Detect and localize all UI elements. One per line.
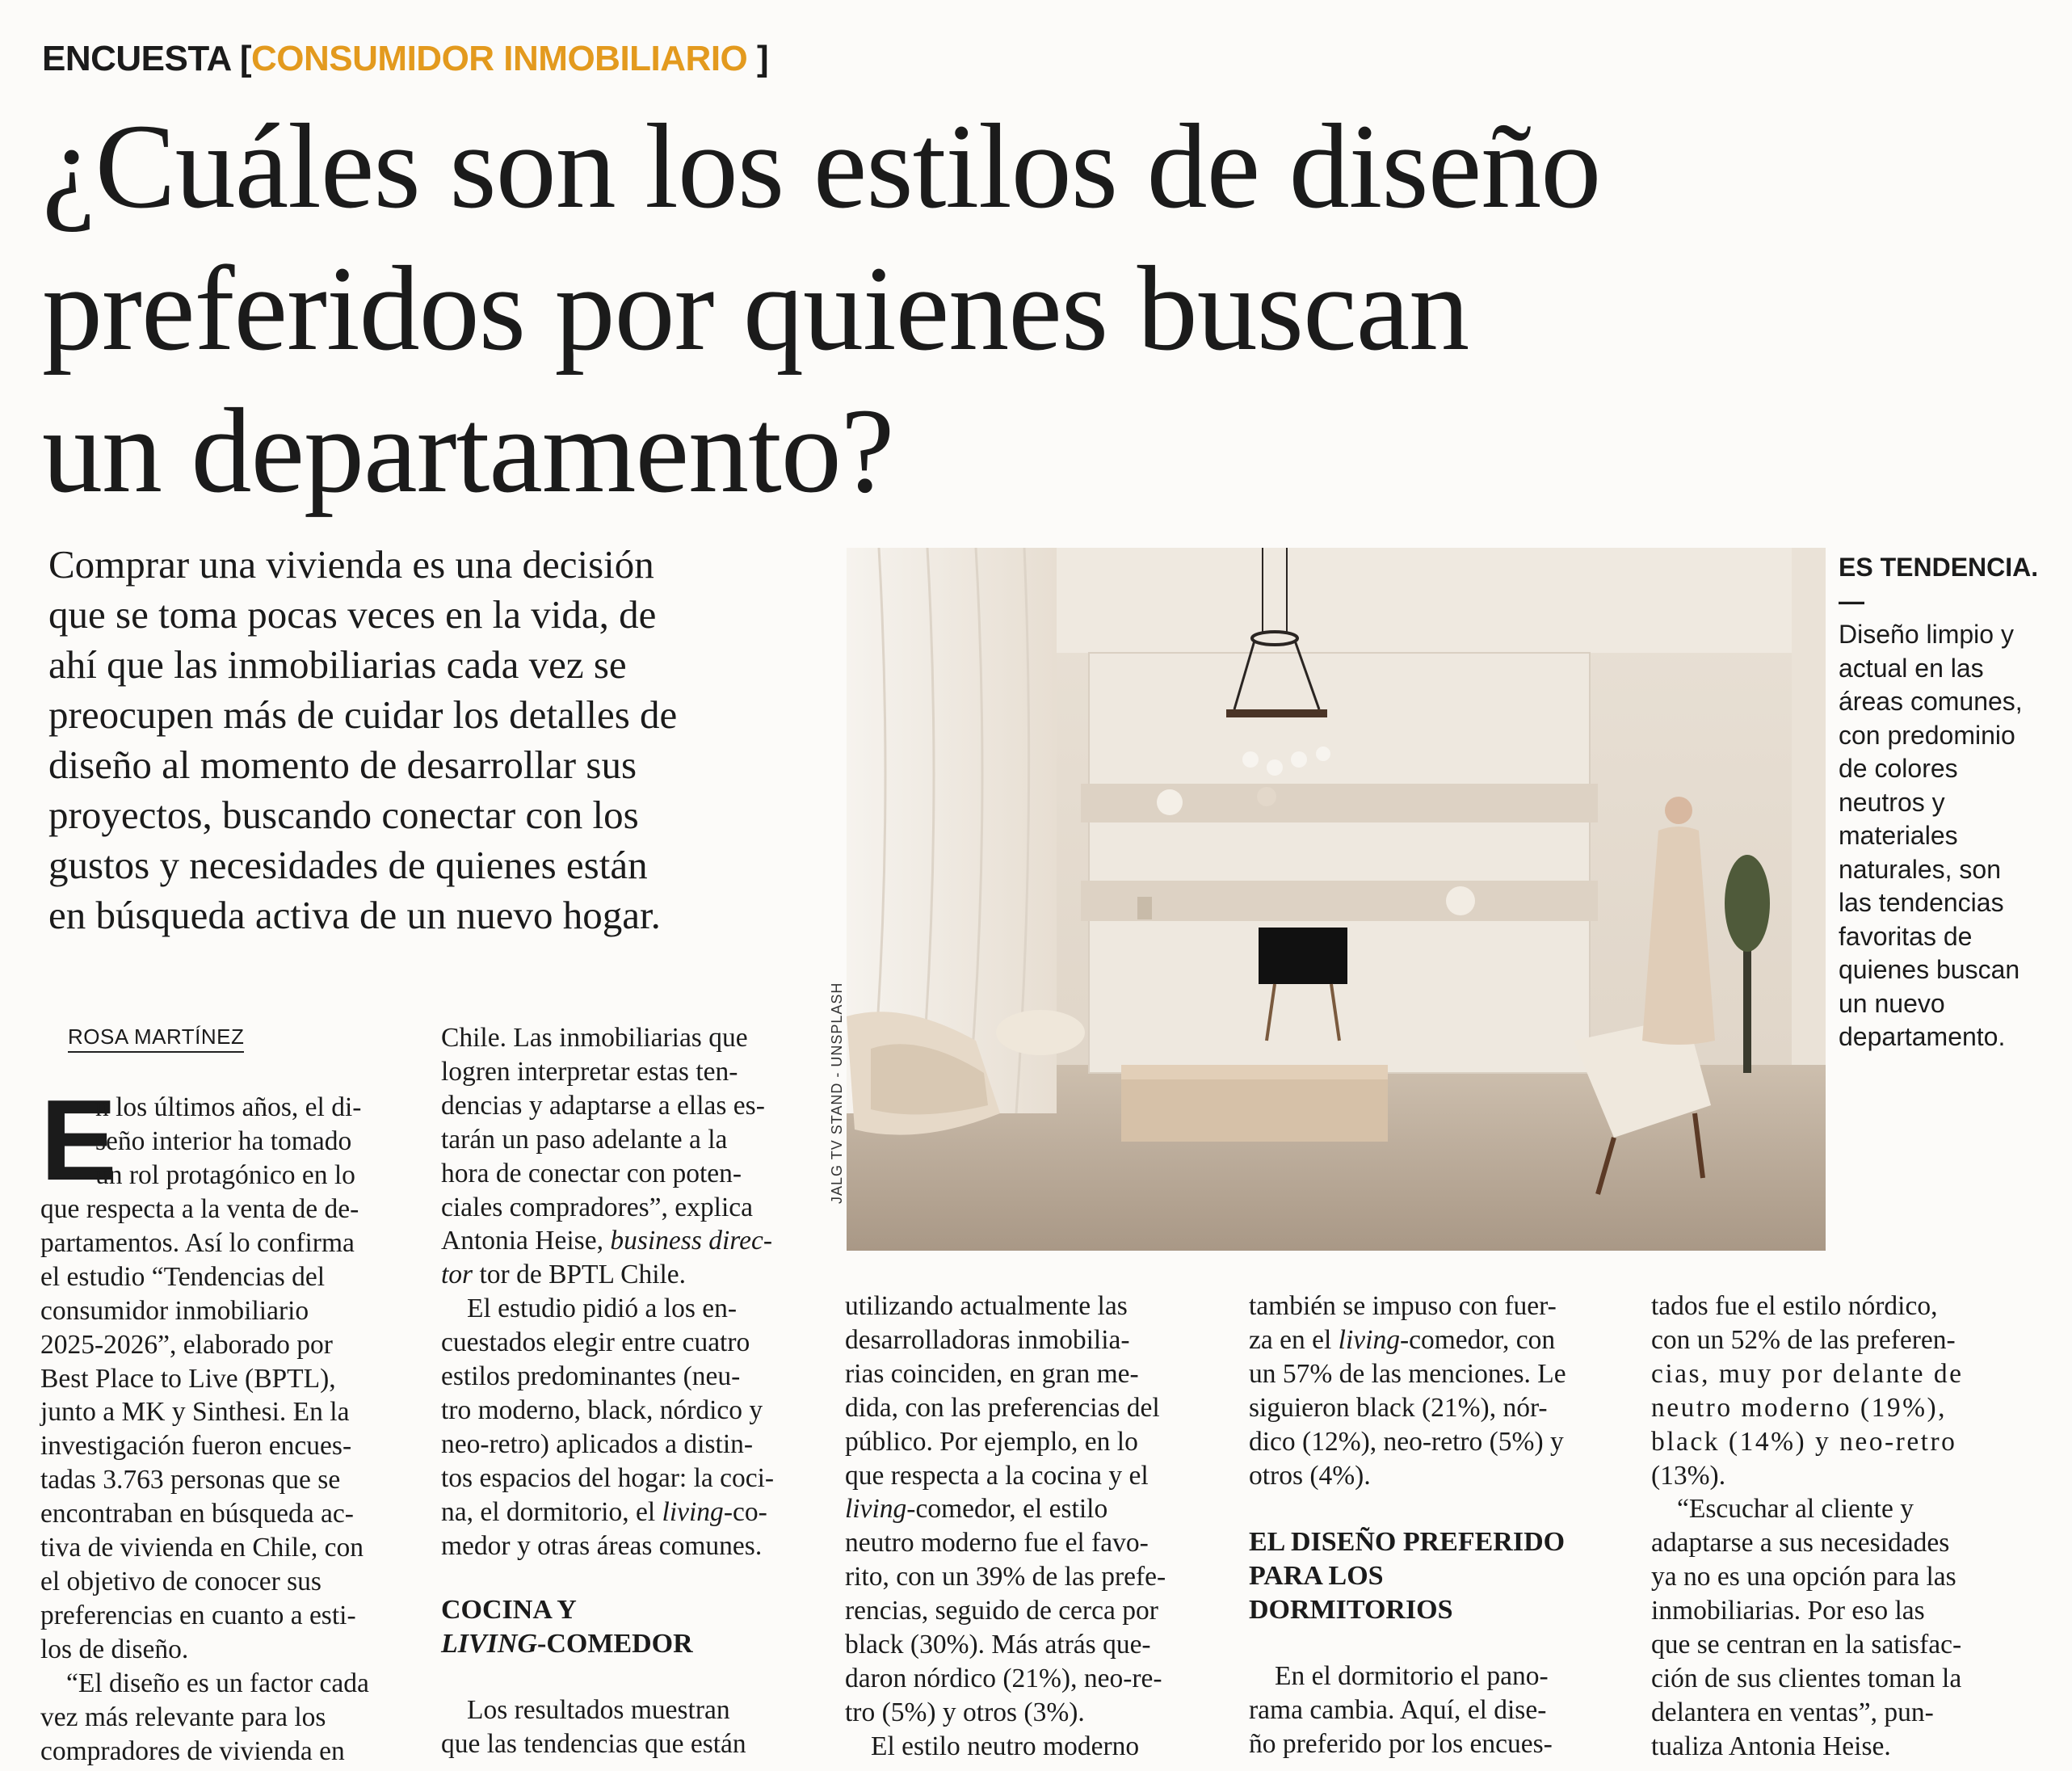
kicker-bracket-open: [ <box>239 39 252 78</box>
body-line: tarán un paso adelante a la <box>441 1124 728 1155</box>
body-line: hora de conectar con poten- <box>441 1158 742 1188</box>
body-line: adaptarse a sus necesidades <box>1651 1528 1950 1559</box>
body-line <box>441 1495 821 1529</box>
body-line: medor y otras áreas comunes. <box>441 1530 763 1561</box>
body-line: Chile. Las inmobiliarias que <box>441 1023 748 1053</box>
body-line: cuestados elegir entre cuatro <box>441 1327 750 1358</box>
body-line: neutro moderno (19%), <box>1651 1392 1948 1423</box>
body-line: público. Por ejemplo, en lo <box>845 1426 1138 1457</box>
body-line: black (14%) y neo-retro <box>1651 1426 1957 1457</box>
body-text: -co- <box>723 1496 767 1527</box>
body-line: cias, muy por delante de <box>1651 1358 1964 1389</box>
lead-line: diseño al momento de desarrollar sus <box>48 742 637 787</box>
body-line <box>441 1258 821 1292</box>
body-column-1a <box>95 1091 418 1193</box>
body-line: desarrolladoras inmobilia- <box>845 1324 1130 1355</box>
body-line: tro moderno, black, nórdico y <box>441 1395 763 1425</box>
body-line: también se impuso con fuer- <box>1249 1291 1557 1321</box>
body-line: estilos predominantes (neu- <box>441 1361 741 1392</box>
kicker-topic: CONSUMIDOR INMOBILIARIO <box>251 39 748 78</box>
body-line: vez más relevante para los <box>40 1702 326 1732</box>
body-line: El estudio pidió a los en- <box>467 1294 738 1324</box>
caption-line: actual en las <box>1839 653 1984 683</box>
body-line: tro (5%) y otros (3%). <box>845 1697 1085 1727</box>
body-line: daron nórdico (21%), neo-re- <box>845 1663 1162 1693</box>
subhead-line: PARA LOS <box>1249 1560 1384 1591</box>
body-line <box>441 1224 821 1258</box>
body-line: “Escuchar al cliente y <box>1677 1494 1914 1525</box>
lead-line: en búsqueda activa de un nuevo hogar. <box>48 893 661 937</box>
body-line: preferencias en cuanto a esti- <box>40 1600 356 1630</box>
body-column-1 <box>40 1193 420 1768</box>
lead-paragraph <box>48 540 824 940</box>
caption-line: neutros y <box>1839 787 1945 817</box>
body-line: “El diseño es un factor cada <box>66 1668 369 1698</box>
body-text: tor de BPTL Chile. <box>479 1260 687 1290</box>
body-line: Best Place to Live (BPTL), <box>40 1363 336 1394</box>
caption-line: con predominio <box>1839 720 2015 750</box>
body-line: dico (12%), neo-retro (5%) y <box>1249 1426 1564 1457</box>
body-line: rencias, seguido de cerca por <box>845 1596 1158 1626</box>
body-italic: business direc- <box>610 1226 772 1256</box>
body-text: za en el <box>1249 1324 1339 1355</box>
photo-credit: JALG TV STAND - UNSPLASH <box>829 982 845 1204</box>
body-line: neutro moderno fue el favo- <box>845 1528 1149 1559</box>
body-line: neo-retro) aplicados a distin- <box>441 1428 754 1459</box>
lead-line: proyectos, buscando conectar con los <box>48 793 639 837</box>
body-text: -comedor, con <box>1399 1324 1556 1355</box>
caption-line: las tendencias <box>1839 888 2004 917</box>
body-text: -comedor, el estilo <box>906 1494 1108 1525</box>
body-line: un 57% de las menciones. Le <box>1249 1358 1566 1389</box>
body-line: logren interpretar estas ten- <box>441 1056 738 1087</box>
caption-line: departamento. <box>1839 1022 2006 1051</box>
living-room-illustration <box>847 548 1826 1251</box>
headline <box>42 95 2029 522</box>
caption-line: naturales, son <box>1839 854 2002 884</box>
headline-line: preferidos por quienes buscan <box>42 242 1469 376</box>
photo-caption <box>1839 551 2049 1054</box>
caption-line: quienes buscan <box>1839 955 2020 984</box>
body-line: el objetivo de conocer sus <box>40 1566 322 1596</box>
body-line: seño interior ha tomado <box>95 1125 352 1156</box>
lead-line: Comprar una vivienda es una decisión <box>48 542 654 587</box>
subhead-line: DORMITORIOS <box>1249 1594 1453 1625</box>
body-line: que respecta a la cocina y el <box>845 1460 1149 1491</box>
body-line: tos espacios del hogar: la coci- <box>441 1462 775 1493</box>
body-line: (13%). <box>1651 1460 1726 1491</box>
headline-line: un departamento? <box>42 384 894 518</box>
body-line: que las tendencias que están <box>441 1728 746 1759</box>
body-italic: living <box>845 1494 907 1525</box>
caption-line: Diseño limpio y <box>1839 620 2014 649</box>
drop-cap: E <box>40 1076 117 1205</box>
body-line: ya no es una opción para las <box>1651 1562 1956 1592</box>
body-line: compradores de vivienda en <box>40 1735 345 1766</box>
body-line: otros (4%). <box>1249 1460 1371 1491</box>
body-line: utilizando actualmente las <box>845 1291 1128 1321</box>
body-line: black (30%). Más atrás que- <box>845 1630 1151 1660</box>
body-line: dida, con las preferencias del <box>845 1392 1160 1423</box>
body-line: el estudio “Tendencias del <box>40 1261 326 1292</box>
body-line: consumidor inmobiliario <box>40 1295 309 1326</box>
body-line: ción de sus clientes toman la <box>1651 1663 1962 1693</box>
body-line: los de diseño. <box>40 1634 189 1664</box>
headline-line: ¿Cuáles son los estilos de diseño <box>42 99 1601 233</box>
caption-line: de colores <box>1839 754 1958 783</box>
body-text: Antonia Heise, <box>441 1226 611 1256</box>
byline: ROSA MARTÍNEZ <box>68 1024 244 1053</box>
body-column-4 <box>1249 1289 1629 1492</box>
body-line: tiva de vivienda en Chile, con <box>40 1533 364 1563</box>
body-line: delantera en ventas”, pun- <box>1651 1697 1934 1727</box>
body-italic: tor <box>441 1260 473 1290</box>
body-text: na, el dormitorio, el <box>441 1496 662 1527</box>
body-line: un rol protagónico en lo <box>95 1159 355 1190</box>
caption-line: un nuevo <box>1839 988 1945 1018</box>
subhead-line: COCINA Y <box>441 1595 577 1625</box>
body-line: rito, con un 39% de las prefe- <box>845 1562 1166 1592</box>
caption-line: áreas comunes, <box>1839 687 2023 716</box>
body-line: investigación fueron encues- <box>40 1431 352 1462</box>
body-line: rias coinciden, en gran me- <box>845 1358 1139 1389</box>
body-line <box>1249 1323 1629 1357</box>
kicker-bracket-close: ] <box>757 39 769 78</box>
subhead-cocina <box>441 1593 821 1661</box>
body-line: junto a MK y Sinthesi. En la <box>40 1397 350 1428</box>
body-line: El estilo neutro moderno <box>871 1731 1140 1761</box>
caption-line: favoritas de <box>1839 921 1973 951</box>
lead-line: que se toma pocas veces en la vida, de <box>48 592 657 637</box>
subhead-line: EL DISEÑO PREFERIDO <box>1249 1527 1566 1557</box>
lead-line: ahí que las inmobiliarias cada vez se <box>48 642 627 687</box>
body-line: que se centran en la satisfac- <box>1651 1630 1962 1660</box>
body-line: tualiza Antonia Heise. <box>1651 1731 1891 1761</box>
body-line: tados fue el estilo nórdico, <box>1651 1291 1938 1321</box>
body-italic: living <box>1338 1324 1400 1355</box>
caption-head: ES TENDENCIA.— <box>1839 553 2039 616</box>
body-line: tadas 3.763 personas que se <box>40 1465 341 1495</box>
body-column-3 <box>845 1289 1225 1764</box>
body-line: En el dormitorio el pano- <box>1275 1661 1549 1691</box>
body-line: inmobiliarias. Por eso las <box>1651 1596 1925 1626</box>
body-column-4b <box>1249 1660 1629 1761</box>
interior-photo <box>847 548 1826 1251</box>
body-line: con un 52% de las preferen- <box>1651 1324 1956 1355</box>
body-italic: living <box>662 1496 724 1527</box>
body-line: dencias y adaptarse a ellas es- <box>441 1090 765 1121</box>
body-line: que respecta a la venta de de- <box>40 1194 359 1224</box>
kicker-section: ENCUESTA <box>42 39 231 78</box>
body-line: partamentos. Así lo confirma <box>40 1227 355 1258</box>
subhead-line <box>441 1627 821 1661</box>
body-column-2 <box>441 1021 821 1563</box>
body-line: ciales compradores”, explica <box>441 1192 753 1222</box>
body-line: encontraban en búsqueda ac- <box>40 1499 354 1529</box>
body-line <box>845 1492 1225 1526</box>
lead-line: preocupen más de cuidar los detalles de <box>48 692 678 737</box>
subhead-text: -COMEDOR <box>537 1628 693 1659</box>
section-kicker <box>42 39 768 79</box>
lead-line: gustos y necesidades de quienes están <box>48 843 648 887</box>
body-column-2b <box>441 1693 821 1761</box>
subhead-italic: LIVING <box>441 1628 538 1659</box>
body-line: rama cambia. Aquí, el dise- <box>1249 1694 1547 1725</box>
subhead-dormitorios <box>1249 1525 1629 1627</box>
caption-line: materiales <box>1839 821 1958 850</box>
body-line: siguieron black (21%), nór- <box>1249 1392 1548 1423</box>
body-column-5 <box>1651 1289 2039 1764</box>
body-line: n los últimos años, el di- <box>95 1092 362 1122</box>
body-line: 2025-2026”, elaborado por <box>40 1329 333 1360</box>
body-line: Los resultados muestran <box>467 1695 730 1725</box>
body-line: ño preferido por los encues- <box>1249 1728 1553 1759</box>
